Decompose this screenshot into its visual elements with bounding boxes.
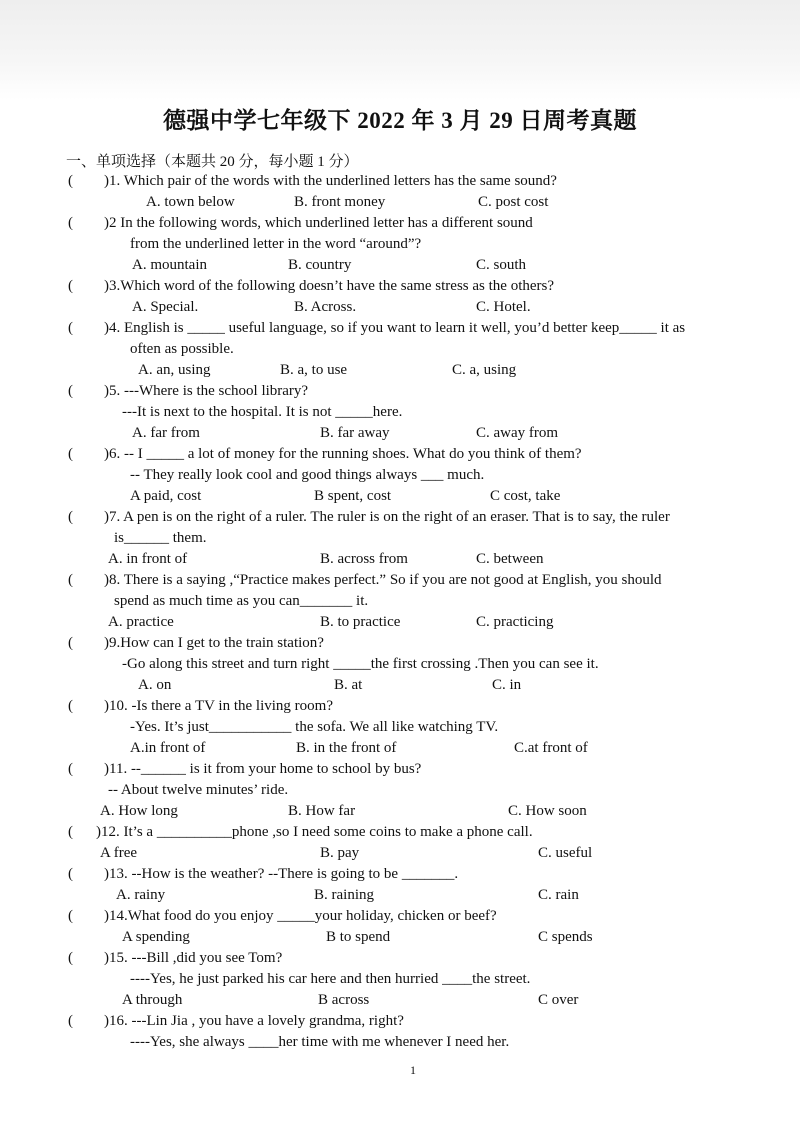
question-stem-cont: from the underlined letter in the word “around”? xyxy=(130,236,422,252)
option-c: C.at front of xyxy=(514,740,588,756)
option-c: C cost, take xyxy=(490,488,561,504)
question-stem-cont: is______ them. xyxy=(114,530,207,546)
option-c: C. practicing xyxy=(476,614,554,630)
question-stem: )10. -Is there a TV in the living room? xyxy=(104,698,333,714)
option-b: B. far away xyxy=(320,425,390,441)
option-b: B. a, to use xyxy=(280,362,348,378)
option-b: B. How far xyxy=(288,803,356,819)
question-stem-cont: often as possible. xyxy=(130,341,234,357)
option-c: C. post cost xyxy=(478,194,549,210)
option-b: B. raining xyxy=(314,887,374,903)
question-stem: )8. There is a saying ,“Practice makes perfect.” So if you are not good at English, you should xyxy=(104,572,662,588)
question-stem-cont: -Go along this street and turn right _____the first crossing .Then you can see it. xyxy=(122,656,599,672)
section-header: 一、单项选择（本题共 20 分，每小题 1 分） xyxy=(66,154,359,170)
option-a: A. How long xyxy=(100,803,178,819)
option-c: C. away from xyxy=(476,425,559,441)
option-a: A. an, using xyxy=(138,362,211,378)
answer-paren: ( xyxy=(68,824,73,840)
option-a: A. practice xyxy=(108,614,174,630)
option-a: A. Special. xyxy=(132,299,199,315)
question-stem: )12. It’s a __________phone ,so I need some coins to make a phone call. xyxy=(96,824,533,840)
option-a: A. town below xyxy=(146,194,235,210)
answer-paren: ( xyxy=(68,635,73,651)
answer-paren: ( xyxy=(68,761,73,777)
option-c: C. How soon xyxy=(508,803,587,819)
option-b: B. Across. xyxy=(294,299,357,315)
question-stem: )15. ---Bill ,did you see Tom? xyxy=(104,950,283,966)
answer-paren: ( xyxy=(68,320,73,336)
option-a: A through xyxy=(122,992,183,1008)
question-stem: )1. Which pair of the words with the underlined letters has the same sound? xyxy=(104,173,557,189)
option-b: B. front money xyxy=(294,194,386,210)
option-a: A spending xyxy=(122,929,190,945)
answer-paren: ( xyxy=(68,278,73,294)
option-b: B. in the front of xyxy=(296,740,397,756)
option-c: C. south xyxy=(476,257,527,273)
question-stem: )2 In the following words, which underlined letter has a different sound xyxy=(104,215,533,231)
question-stem: )13. --How is the weather? --There is going to be _______. xyxy=(104,866,459,882)
answer-paren: ( xyxy=(68,1013,73,1029)
option-b: B to spend xyxy=(326,929,391,945)
question-stem-cont: ----Yes, she always ____her time with me whenever I need her. xyxy=(130,1034,510,1050)
question-stem-cont: -- They really look cool and good things always ___ much. xyxy=(130,467,485,483)
option-a: A paid, cost xyxy=(130,488,202,504)
question-stem: )11. --______ is it from your home to school by bus? xyxy=(104,761,422,777)
answer-paren: ( xyxy=(68,509,73,525)
option-c: C. useful xyxy=(538,845,593,861)
option-b: B. country xyxy=(288,257,352,273)
option-c: C. in xyxy=(492,677,522,693)
answer-paren: ( xyxy=(68,173,73,189)
question-stem-cont: ---It is next to the hospital. It is not _____here. xyxy=(122,404,403,420)
option-a: A. mountain xyxy=(132,257,207,273)
scan-shadow xyxy=(0,0,800,100)
option-b: B across xyxy=(318,992,370,1008)
option-a: A. far from xyxy=(132,425,200,441)
answer-paren: ( xyxy=(68,383,73,399)
page-title: 德强中学七年级下 2022 年 3 月 29 日周考真题 xyxy=(163,108,637,133)
option-a: A free xyxy=(100,845,138,861)
answer-paren: ( xyxy=(68,215,73,231)
option-c: C. Hotel. xyxy=(476,299,531,315)
option-b: B. at xyxy=(334,677,363,693)
option-a: A. rainy xyxy=(116,887,166,903)
question-stem: )14.What food do you enjoy _____your holiday, chicken or beef? xyxy=(104,908,497,924)
answer-paren: ( xyxy=(68,572,73,588)
option-a: A. in front of xyxy=(108,551,188,567)
option-a: A. on xyxy=(138,677,172,693)
option-c: C over xyxy=(538,992,579,1008)
question-stem: )16. ---Lin Jia , you have a lovely grandma, right? xyxy=(104,1013,404,1029)
option-c: C. rain xyxy=(538,887,579,903)
question-stem-cont: -- About twelve minutes’ ride. xyxy=(108,782,289,798)
answer-paren: ( xyxy=(68,950,73,966)
question-stem: )4. English is _____ useful language, so if you want to learn it well, you’d better keep_____ it as xyxy=(104,320,686,336)
option-b: B. pay xyxy=(320,845,360,861)
question-stem: )5. ---Where is the school library? xyxy=(104,383,309,399)
answer-paren: ( xyxy=(68,446,73,462)
answer-paren: ( xyxy=(68,866,73,882)
question-stem: )7. A pen is on the right of a ruler. The ruler is on the right of an eraser. That is to say, the ruler xyxy=(104,509,670,525)
option-b: B. across from xyxy=(320,551,408,567)
question-stem: )6. -- I _____ a lot of money for the running shoes. What do you think of them? xyxy=(104,446,582,462)
question-stem: )9.How can I get to the train station? xyxy=(104,635,324,651)
answer-paren: ( xyxy=(68,698,73,714)
question-stem: )3.Which word of the following doesn’t have the same stress as the others? xyxy=(104,278,555,294)
option-b: B. to practice xyxy=(320,614,401,630)
question-stem-cont: -Yes. It’s just___________ the sofa. We all like watching TV. xyxy=(130,719,499,735)
option-c: C spends xyxy=(538,929,593,945)
option-c: C. a, using xyxy=(452,362,517,378)
question-stem-cont: spend as much time as you can_______ it. xyxy=(114,593,369,609)
question-stem-cont: ----Yes, he just parked his car here and then hurried ____the street. xyxy=(130,971,531,987)
option-a: A.in front of xyxy=(130,740,206,756)
page-number: 1 xyxy=(410,1063,416,1077)
option-c: C. between xyxy=(476,551,544,567)
option-b: B spent, cost xyxy=(314,488,392,504)
answer-paren: ( xyxy=(68,908,73,924)
